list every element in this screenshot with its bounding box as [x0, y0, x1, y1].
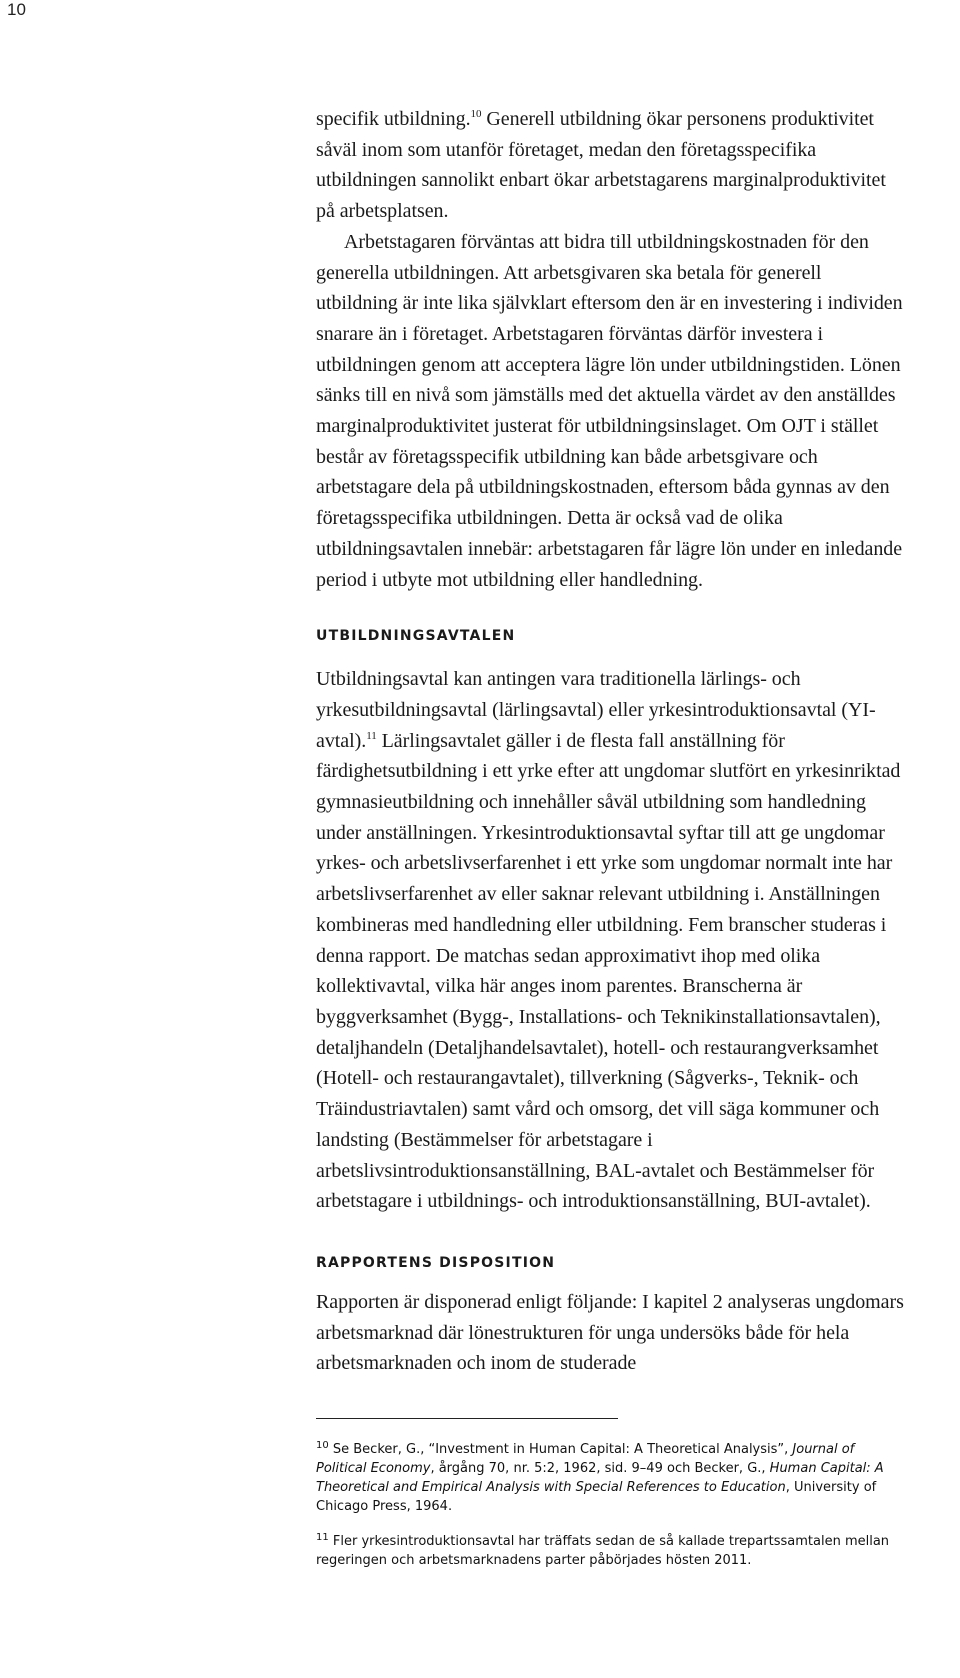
paragraph-3-start: Utbildningsavtal kan antingen vara traditionella lärlings- och yrkesutbildningsavtal (lärlingsavtal) eller yrkesintroduktionsavtal (YI-avtal). — [316, 668, 876, 752]
footnote-10-text-a: Se Becker, G., “Investment in Human Capital: A Theoretical Analysis”, — [332, 1442, 793, 1457]
footnote-11-text: Fler yrkesintroduktionsavtal har träffats sedan de så kallade trepartssamtalen mellan regeringen och arbetsmarknadens parter påbörjades hösten 2011. — [316, 1534, 890, 1568]
footnote-number-11: 11 — [316, 1532, 329, 1543]
footnote-ref-10[interactable]: 10 — [470, 108, 482, 120]
footnotes — [316, 1440, 901, 1586]
paragraph-1 — [316, 104, 906, 227]
paragraph-3-rest: Lärlingsavtalet gäller i de flesta fall anställning för färdighetsutbildning i ett yrke efter att ungdomar slutfört en yrkesinriktad gymnasieutbildning och innehåller såväl utbildning som handledning under anställningen. Yrkesintroduktionsavtal syftar till att ge ungdomar yrkes- och arbetslivserfarenhet i ett yrke som ungdomar normalt inte har arbetslivserfarenhet av eller saknar relevant utbildning i. Anställningen kombineras med handledning eller utbildning. Fem branscher studeras i denna rapport. De matchas sedan approximativt ihop med olika kollektivavtal, vilka här anges inom parentes. Branscherna är byggverksamhet (Bygg-, Installations- och Teknikinstallationsavtalen), detaljhandeln (Detaljhandelsavtalet), hotell- och restaurangverksamhet (Hotell- och restaurangavtalet), tillverkning (Sågverks-, Teknik- och Träindustriavtalen) samt vård och omsorg, det vill säga kommuner och landsting (Bestämmelser för arbetstagare i arbetslivsintroduktionsanställning, BAL-avtalet och Bestämmelser för arbetstagare i utbildnings- och introduktionsanställning, BUI-avtalet). — [316, 729, 901, 1213]
footnote-divider — [316, 1418, 618, 1419]
footnote-10-text-b: , årgång 70, nr. 5:2, 1962, sid. 9–49 och Becker, G., — [430, 1461, 770, 1476]
paragraph-4: Rapporten är disponerad enligt följande: I kapitel 2 analyseras ungdomars arbetsmarknad där lönestrukturen för unga undersöks både för hela arbetsmarknaden och inom de studerade — [316, 1290, 904, 1375]
footnote-number-10: 10 — [316, 1440, 329, 1451]
footnote-11 — [316, 1532, 901, 1570]
page-number: 10 — [7, 0, 26, 19]
footnote-10-book-title: Human Capital: A Theoretical and Empirical Analysis with Special References to Education — [316, 1461, 884, 1495]
section-heading-utbildningsavtalen: UTBILDNINGSAVTALEN — [316, 628, 516, 645]
paragraph-2: Arbetstagaren förväntas att bidra till utbildningskostnaden för den generella utbildningen. Att arbetsgivaren ska betala för generell utbildning är inte lika självklart eftersom den är en investering i individen snarare än i företaget. Arbetstagaren förväntas därför investera i utbildningen genom att acceptera lägre lön under utbildningstiden. Lönen sänks till en nivå som jämställs med det aktuella värdet av den anställdes marginalproduktivitet justerat för utbildningsinslaget. Om OJT i stället består av företagsspecifik utbildning kan både arbetsgivare och arbetstagare dela på utbildningskostnaden, eftersom båda gynnas av den företagsspecifika utbildningen. Detta är också vad de olika utbildningsavtalen innebär: arbetstagaren får lägre lön under en inledande period i utbyte mot utbildning eller handledning. — [316, 230, 903, 591]
paragraph-3 — [316, 664, 906, 1217]
main-text — [316, 104, 906, 1379]
footnote-10 — [316, 1440, 901, 1516]
paragraph-1-rest: Generell utbildning ökar personens produktivitet såväl inom som utanför företaget, medan den företagsspecifika utbildningen sannolikt enbart ökar arbetstagarens marginalproduktivitet på arbetsplatsen. — [316, 108, 886, 223]
footnote-10-text-c: , University of Chicago Press, 1964. — [316, 1480, 877, 1514]
footnote-10-journal: Journal of Political Economy — [316, 1442, 855, 1476]
section-heading-rapportens-disposition: RAPPORTENS DISPOSITION — [316, 1254, 556, 1271]
footnote-ref-11[interactable]: 11 — [366, 729, 377, 742]
paragraph-1-start: specifik utbildning. — [316, 108, 471, 130]
